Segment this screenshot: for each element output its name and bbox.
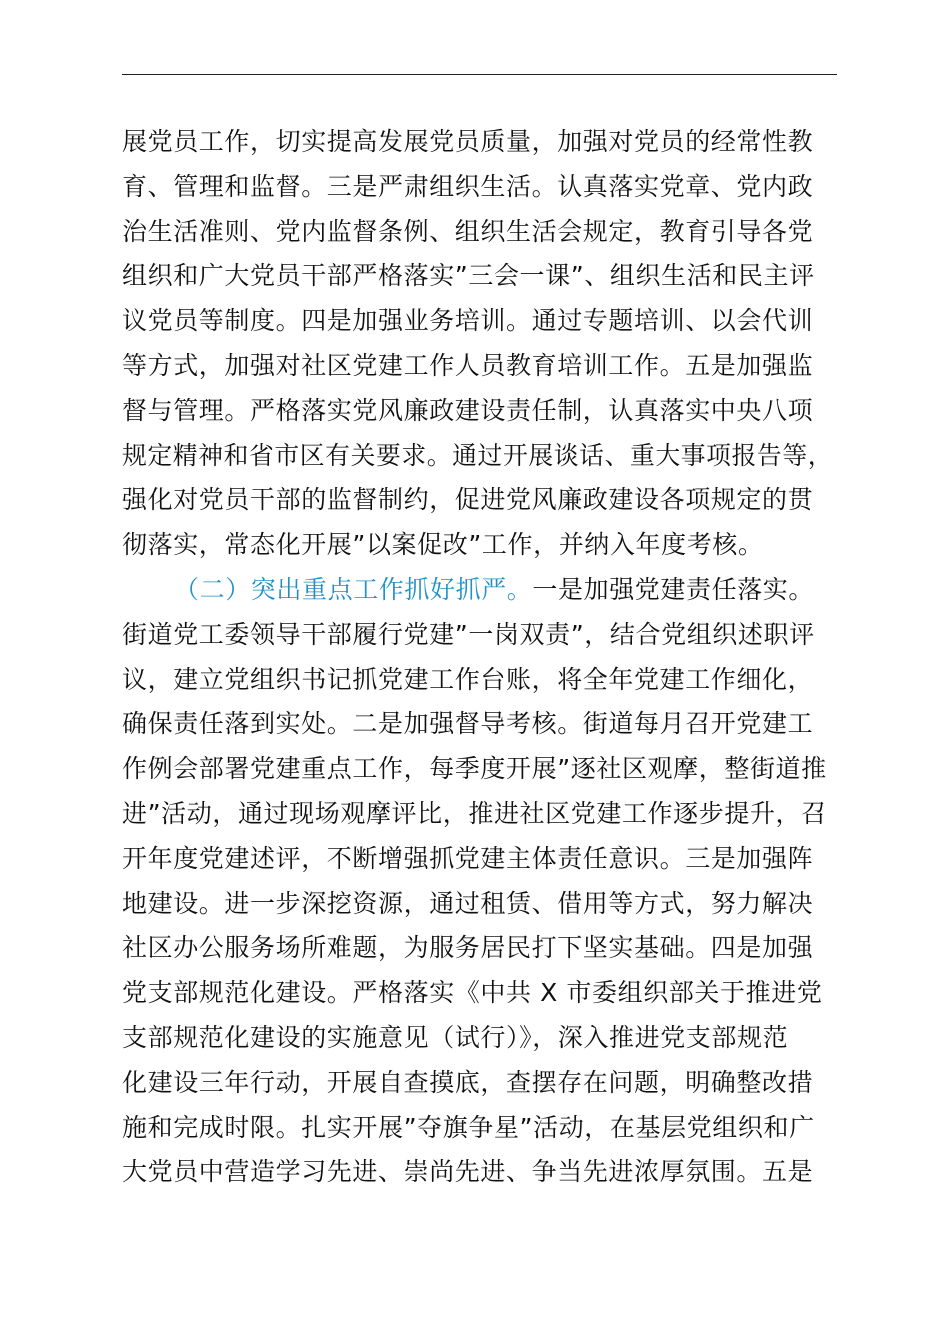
body-line: 督与管理。严格落实党风廉政建设责任制，认真落实中央八项: [122, 395, 814, 425]
section-heading-line: [122, 568, 837, 613]
body-line: 街道党工委领导干部履行党建”一岗双责”，结合党组织述职评: [122, 619, 815, 649]
body-line: 社区办公服务场所难题，为服务居民打下坚实基础。四是加强: [122, 933, 814, 963]
header-rule: [122, 74, 837, 75]
body-line: 规定精神和省市区有关要求。通过开展谈话、重大事项报告等，: [122, 440, 834, 470]
document-body: [122, 120, 837, 1195]
body-line: 组织和广大党员干部严格落实”三会一课”、组织生活和民主评: [122, 261, 815, 291]
body-line: 确保责任落到实处。二是加强督导考核。街道每月召开党建工: [122, 709, 814, 739]
body-line: 作例会部署党建重点工作，每季度开展”逐社区观摩，整街道推: [122, 754, 827, 784]
body-line: 党支部规范化建设。严格落实《中共 X 市委组织部关于推进党: [122, 978, 823, 1008]
body-line: 彻落实，常态化开展”以案促改”工作，并纳入年度考核。: [122, 530, 764, 560]
body-line: 进”活动，通过现场观摩评比，推进社区党建工作逐步提升，召: [122, 798, 827, 828]
section-heading-rest: 一是加强党建责任落实。: [532, 574, 815, 604]
body-line: 治生活准则、党内监督条例、组织生活会规定，教育引导各党: [122, 216, 814, 246]
section-heading: （二）突出重点工作抓好抓严。: [174, 574, 533, 604]
body-line: 议，建立党组织书记抓党建工作台账，将全年党建工作细化，: [122, 664, 814, 694]
body-line: 等方式，加强对社区党建工作人员教育培训工作。五是加强监: [122, 350, 814, 380]
body-line: 施和完成时限。扎实开展”夺旗争星”活动，在基层党组织和广: [122, 1112, 815, 1142]
body-line: 大党员中营造学习先进、崇尚先进、争当先进浓厚氛围。五是: [122, 1157, 814, 1187]
body-line: 展党员工作，切实提高发展党员质量，加强对党员的经常性教: [122, 127, 814, 156]
body-line: 议党员等制度。四是加强业务培训。通过专题培训、以会代训: [122, 306, 814, 336]
body-line: 化建设三年行动，开展自查摸底，查摆存在问题，明确整改措: [122, 1067, 814, 1097]
body-line: 地建设。进一步深挖资源，通过租赁、借用等方式，努力解决: [122, 888, 814, 918]
body-line: 支部规范化建设的实施意见（试行）》，深入推进党支部规范: [122, 1022, 789, 1052]
body-line: 开年度党建述评，不断增强抓党建主体责任意识。三是加强阵: [122, 843, 814, 873]
body-line: 育、管理和监督。三是严肃组织生活。认真落实党章、党内政: [122, 171, 814, 201]
body-line: 强化对党员干部的监督制约，促进党风廉政建设各项规定的贯: [122, 485, 814, 515]
